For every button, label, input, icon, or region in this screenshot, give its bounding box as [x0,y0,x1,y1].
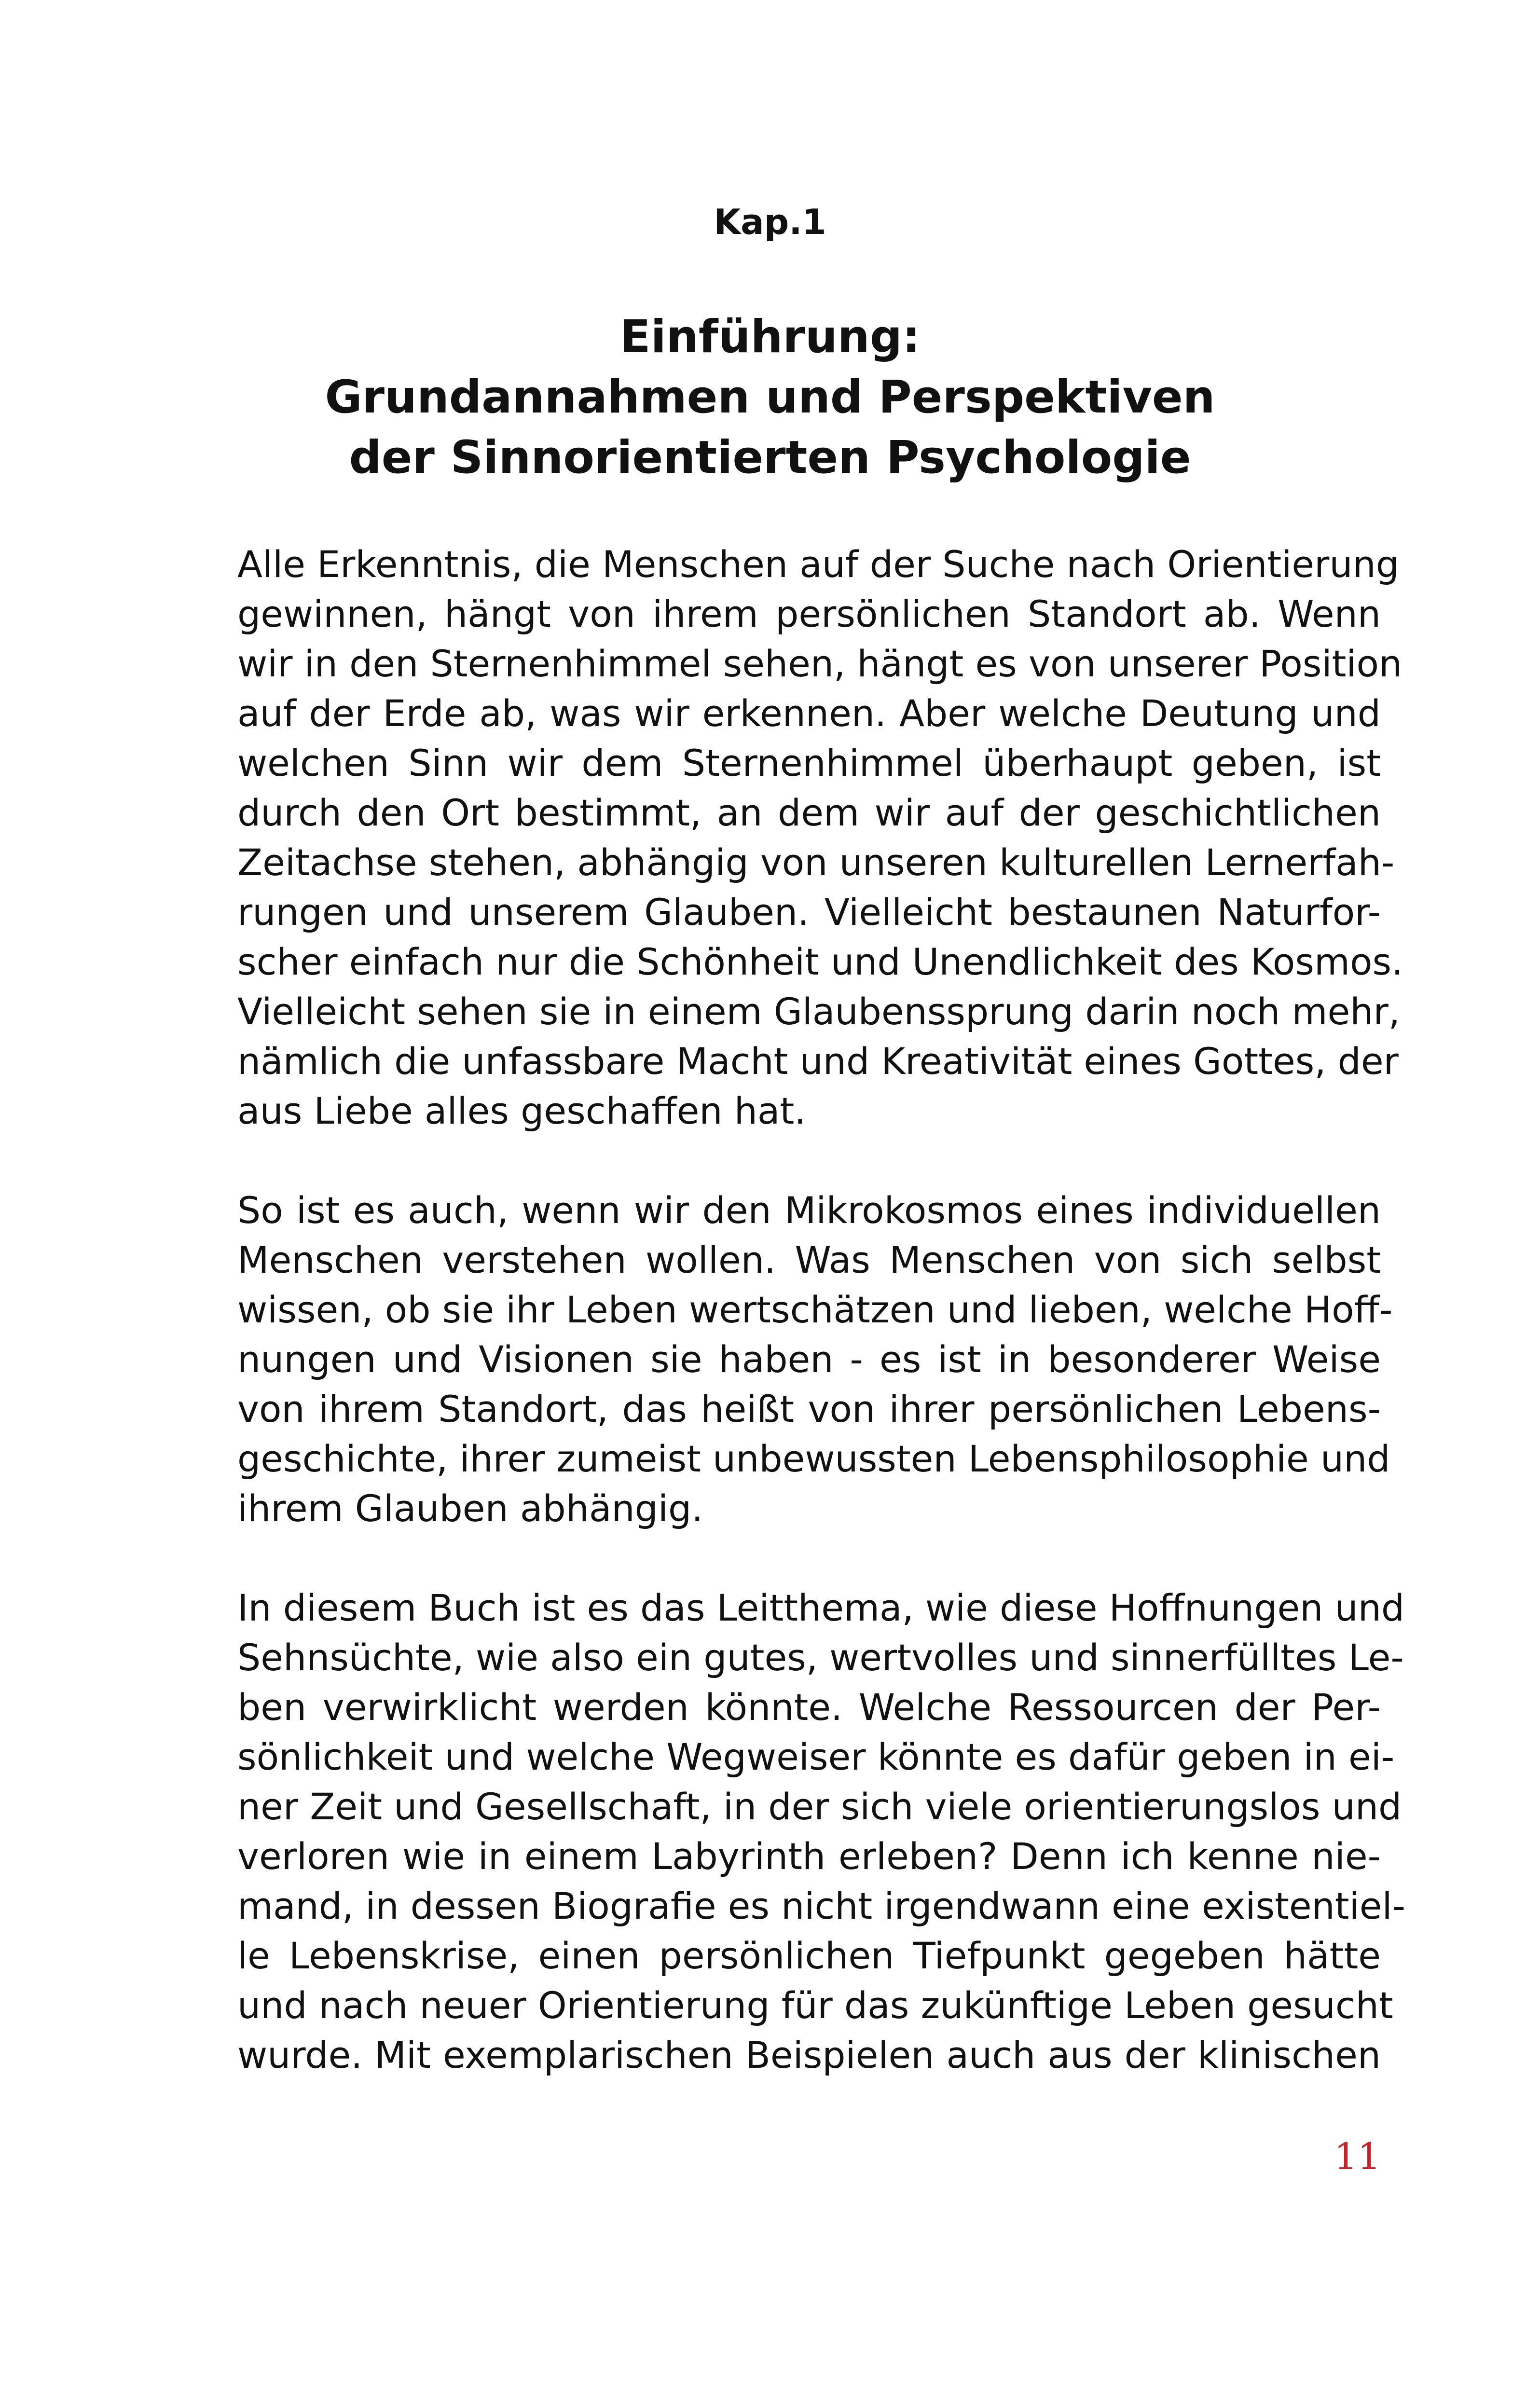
page-number: 11 [1334,2135,1381,2178]
text-line: nämlich die unfassbare Macht und Kreativität eines Gottes, der [237,1040,1399,1083]
text-line: scher einfach nur die Schönheit und Unendlichkeit des Kosmos. [237,940,1403,983]
text-line: wurde. Mit exemplarischen Beispielen auch aus der klinischen [237,2034,1381,2076]
text-line: und nach neuer Orientierung für das zukünftige Leben gesucht [237,1984,1393,2027]
text-line: Sehnsüchte, wie also ein gutes, wertvolles und sinnerfülltes Le- [237,1636,1404,1679]
text-line: welchen Sinn wir dem Sternenhimmel überhaupt geben, ist [237,742,1381,784]
text-line: rungen und unserem Glauben. Vielleicht bestaunen Naturfor- [237,891,1381,934]
body-text [237,539,1406,2130]
text-line: nungen und Visionen sie haben - es ist in besonderer Weise [237,1338,1381,1381]
text-line: auf der Erde ab, was wir erkennen. Aber welche Deutung und [237,692,1381,735]
text-line: Zeitachse stehen, abhängig von unseren kulturellen Lernerfah- [237,841,1395,884]
text-line: Vielleicht sehen sie in einem Glaubenssprung darin noch mehr, [237,990,1400,1033]
text-line: durch den Ort bestimmt, an dem wir auf der geschichtlichen [237,791,1381,834]
title-line: Einführung: [619,311,921,363]
text-line: Menschen verstehen wollen. Was Menschen von sich selbst [237,1238,1381,1281]
text-line: aus Liebe alles geschaffen hat. [237,1089,806,1132]
text-line: wir in den Sternenhimmel sehen, hängt es von unserer Position [237,642,1402,685]
text-line: von ihrem Standort, das heißt von ihrer persönlichen Lebens- [237,1388,1381,1430]
text-line: sönlichkeit und welche Wegweiser könnte es dafür geben in ei- [237,1735,1395,1778]
text-line: mand, in dessen Biografie es nicht irgendwann eine existentiel- [237,1884,1406,1927]
title-line: der Sinnorientierten Psychologie [349,431,1191,484]
chapter-title [0,307,1540,488]
text-line: le Lebenskrise, einen persönlichen Tiefpunkt gegeben hätte [237,1934,1381,1977]
paragraph-2 [237,1185,1393,1533]
paragraph-3 [237,1583,1406,2080]
title-line: Grundannahmen und Perspektiven [325,371,1215,424]
chapter-label: Kap.1 [714,202,826,242]
text-line: ihrem Glauben abhängig. [237,1487,703,1530]
paragraph-1 [237,539,1403,1136]
text-line: ner Zeit und Gesellschaft, in der sich viele orientierungslos und [237,1785,1402,1828]
text-line: So ist es auch, wenn wir den Mikrokosmos eines individuellen [237,1189,1381,1232]
text-line: gewinnen, hängt von ihrem persönlichen Standort ab. Wenn [237,592,1381,635]
text-line: geschichte, ihrer zumeist unbewussten Lebensphilosophie und [237,1437,1390,1480]
text-line: verloren wie in einem Labyrinth erleben? Denn ich kenne nie- [237,1835,1381,1878]
text-line: Alle Erkenntnis, die Menschen auf der Suche nach Orientierung [237,543,1399,586]
text-line: wissen, ob sie ihr Leben wertschätzen und lieben, welche Hoff- [237,1288,1393,1331]
text-line: In diesem Buch ist es das Leitthema, wie diese Hoffnungen und [237,1586,1405,1629]
text-line: ben verwirklicht werden könnte. Welche Ressourcen der Per- [237,1686,1381,1729]
